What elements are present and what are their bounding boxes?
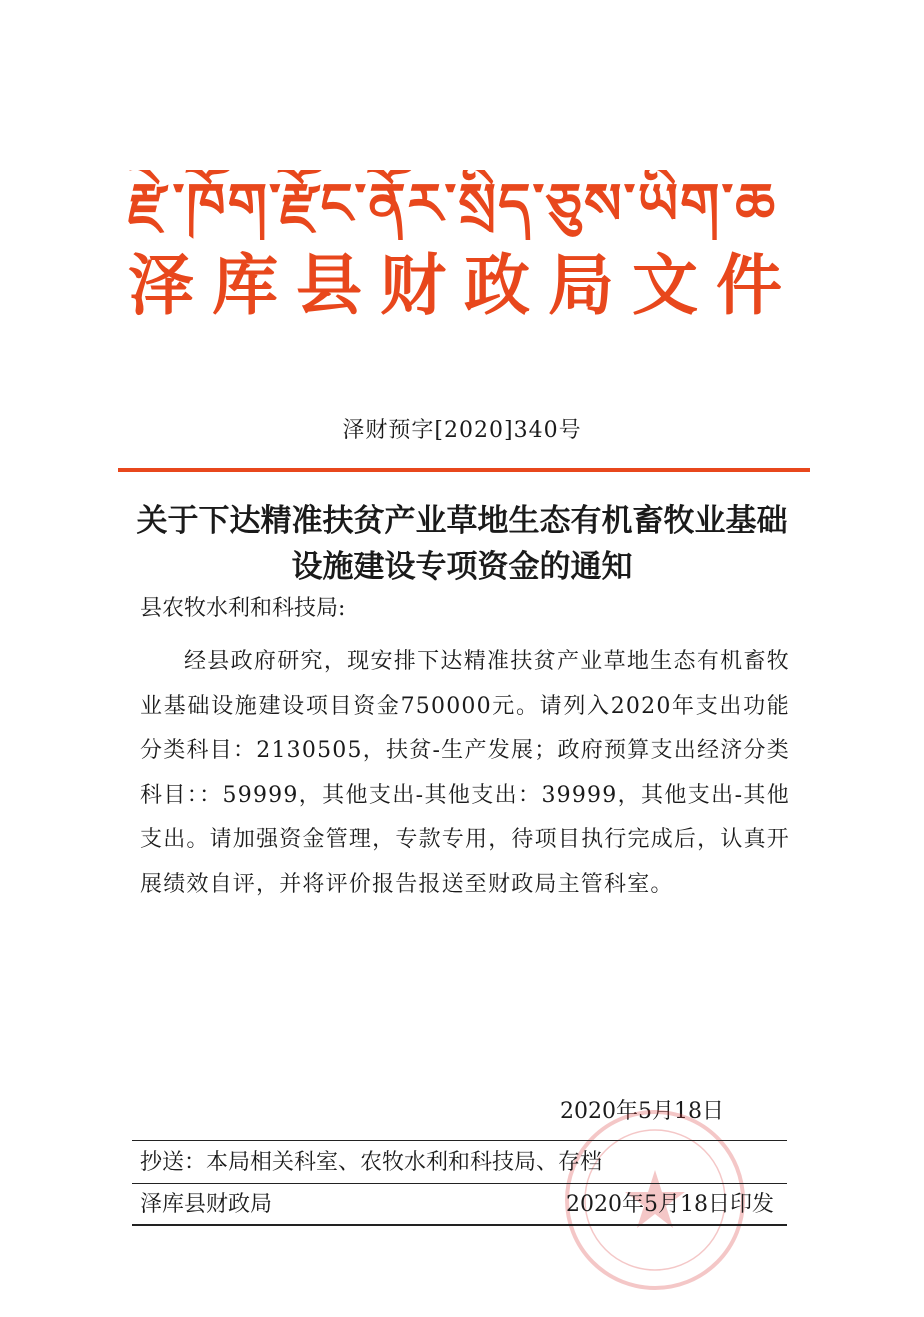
footer-rule-top: [132, 1140, 787, 1141]
issuer-name: 泽库县财政局: [140, 1192, 273, 1217]
issue-date: 2020年5月18日印发: [566, 1192, 774, 1217]
body-paragraph: 经县政府研究，现安排下达精准扶贫产业草地生态有机畜牧业基础设施建设项目资金750000元。请列入2020年支出功能分类科目：2130505，扶贫-生产发展；政府预算支出经济分类科目：：59999，其他支出-其他支出：39999，其他支出-其他支出。请加强资金管理，专款专用，待项目执行完成后，认真开展绩效自评，并将评价报告报送至财政局主管科室。: [140, 649, 790, 897]
footer-rule-bottom: [132, 1224, 787, 1226]
document-title: 关于下达精准扶贫产业草地生态有机畜牧业基础设施建设专项资金的通知: [136, 503, 788, 585]
header-chinese-title: 泽库县财政局文件: [128, 247, 788, 324]
red-divider: [118, 468, 810, 472]
cc-list: 抄送：本局相关科室、农牧水利和科技局、存档: [140, 1150, 603, 1175]
footer-rule-middle: [132, 1183, 787, 1184]
header-tibetan-title: རྫེ་ཁོག་རྫོང་ནོར་སྲིད་ཅུས་ཡིག་ཆ: [128, 172, 778, 237]
signature-date: 2020年5月18日: [560, 1099, 724, 1124]
addressee: 县农牧水利和科技局:: [140, 596, 346, 621]
document-number: 泽财预字[2020]340号: [342, 418, 582, 443]
